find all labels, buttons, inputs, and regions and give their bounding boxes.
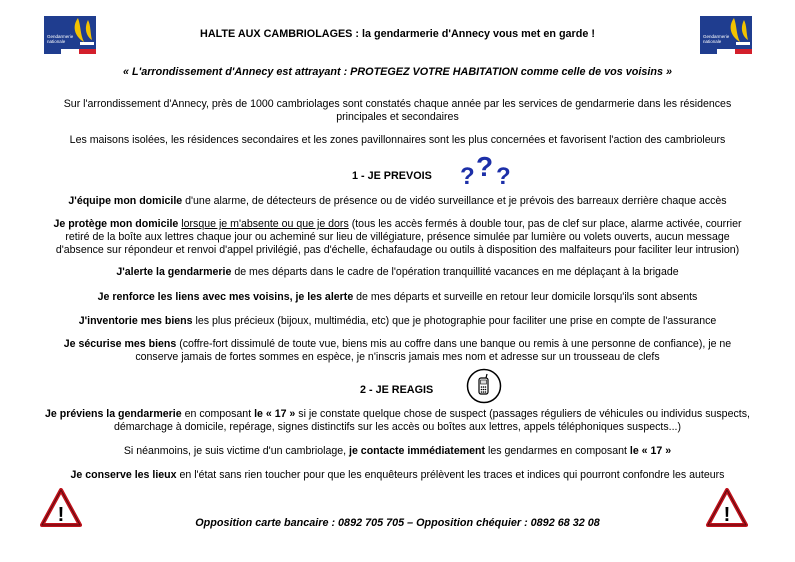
phone-icon	[466, 368, 502, 404]
warning-mark-left: !	[57, 504, 65, 526]
svg-text:?: ?	[496, 163, 511, 188]
logo-text-1-right: Gendarmerie	[703, 34, 730, 39]
warning-sign-right-icon	[706, 488, 748, 528]
footer-opposition-numbers: Opposition carte bancaire : 0892 705 705 – Opposition chéquier : 0892 68 32 08	[195, 517, 600, 529]
page-title: HALTE AUX CAMBRIOLAGES : la gendarmerie d'Annecy vous met en garde !	[200, 28, 595, 40]
gendarmerie-logo-right	[700, 16, 752, 54]
svg-text:?: ?	[460, 163, 475, 188]
item-conserve-lieux: Je conserve les lieux en l'état sans rien toucher pour que les enquêteurs prélèvent les traces et indices qui pourront confondre les auteurs	[70, 469, 725, 481]
question-marks-icon	[460, 154, 520, 188]
logo-text-1: Gendarmerie	[47, 34, 74, 39]
item-alerte-gendarmerie: J'alerte la gendarmerie de mes départs dans le cadre de l'opération tranquillité vacances en me déplaçant à la brigade	[116, 266, 679, 278]
item-protege-domicile: Je protège mon domicile lorsque je m'absente ou que je dors (tous les accès fermés à double tour, pas de clef sur place, alarme activée, courrier retiré de la boîte aux lettres chaque jour ou acheminé sur lieu de villégiature, présence simulée par lumière ou volets ouverts, aucun message d'absence sur répondeur et renvoi d'appel privilégié, pas d'échelle, échafaudage ou outils à disposition des malfaiteurs pour faciliter leur intrusion)	[53, 218, 742, 256]
item-previens-gendarmerie: Je préviens la gendarmerie en composant le « 17 » si je constate quelque chose de suspect (passages réguliers de véhicules ou individus suspects, démarchage à domicile, repérage, signes distinctifs sur les accès ou boîtes aux lettres, appels téléphoniques suspects...)	[45, 408, 750, 433]
section-heading-reagis: 2 - JE REAGIS	[360, 384, 434, 396]
logo-text-2: nationale	[47, 39, 66, 44]
intro-paragraph-1: Sur l'arrondissement d'Annecy, près de 1000 cambriolages sont constatés chaque année par les services de gendarmerie dans les résidences principales et secondaires	[63, 98, 732, 123]
warning-sign-left-icon	[40, 488, 82, 528]
warning-mark-right: !	[723, 504, 731, 526]
intro-paragraph-2: Les maisons isolées, les résidences secondaires et les zones pavillonnaires sont les plus concernées et favorisent l'action des cambrioleurs	[69, 134, 726, 146]
gendarmerie-logo-left	[44, 16, 96, 54]
item-inventorie-biens: J'inventorie mes biens les plus précieux (bijoux, multimédia, etc) que je photographie pour faciliter une prise en compte de l'assurance	[78, 315, 717, 327]
item-renforce-liens: Je renforce les liens avec mes voisins, je les alerte de mes départs et surveille en retour leur domicile lorsqu'ils sont absents	[97, 291, 698, 303]
item-equipe-domicile: J'équipe mon domicile d'une alarme, de détecteurs de présence ou de vidéo surveillance et je prévois des barreaux derrière chaque accès	[68, 195, 727, 207]
page-subtitle: « L'arrondissement d'Annecy est attrayant : PROTEGEZ VOTRE HABITATION comme celle de vos voisins »	[123, 66, 672, 78]
svg-text:?: ?	[476, 154, 494, 182]
item-victime-cambriolage: Si néanmoins, je suis victime d'un cambriolage, je contacte immédiatement les gendarmes en composant le « 17 »	[123, 445, 672, 457]
item-securise-biens: Je sécurise mes biens (coffre-fort dissimulé de toute vue, biens mis au coffre dans une banque ou remis à une personne de confiance), je ne conserve jamais de fortes sommes en espèce, je n'inscris jamais mes nom et adresse sur un trousseau de clefs	[63, 338, 732, 363]
logo-text-2-right: nationale	[703, 39, 722, 44]
section-heading-prevois: 1 - JE PREVOIS	[352, 170, 432, 182]
